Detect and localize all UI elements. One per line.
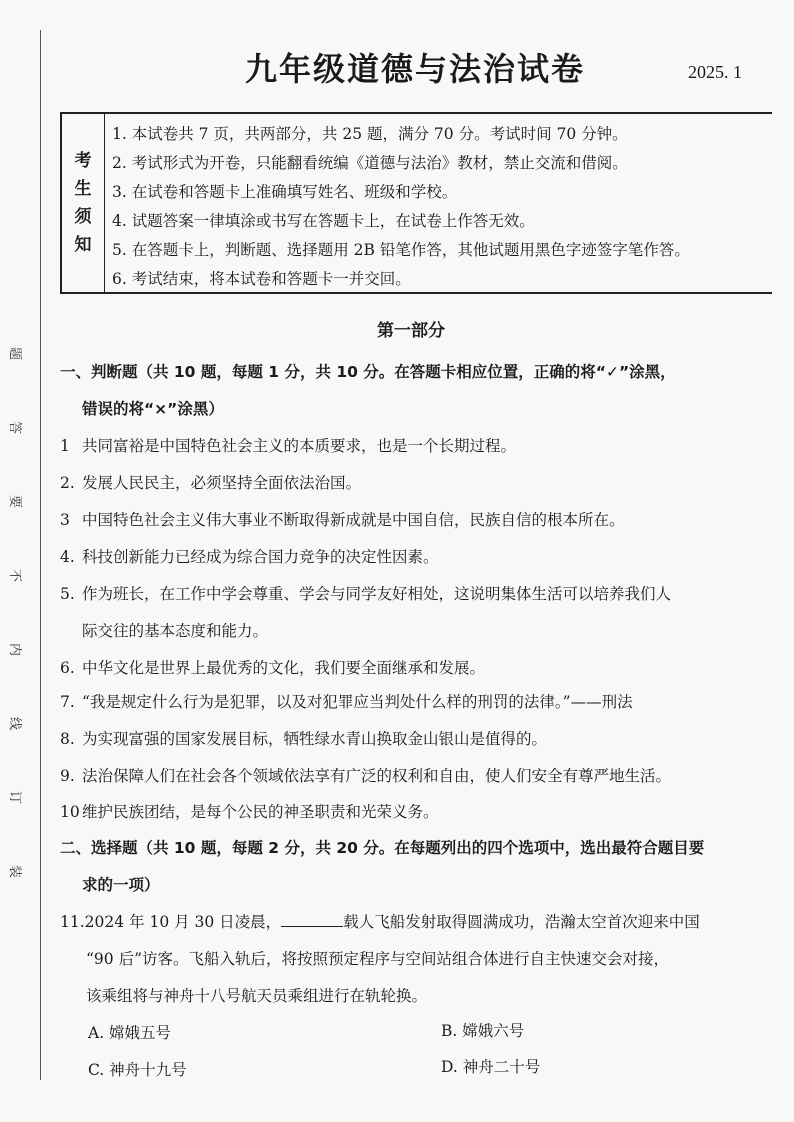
- question-number: 8.: [60, 730, 75, 748]
- question-text: 科技创新能力已经成为综合国力竞争的决定性因素。: [82, 548, 439, 566]
- question-text: 中国特色社会主义伟大事业不断取得新成就是中国自信，民族自信的根本所在。: [82, 511, 625, 529]
- question-text: 发展人民民主，必须坚持全面依法治国。: [82, 474, 362, 492]
- question-text: 维护民族团结，是每个公民的神圣职责和光荣义务。: [82, 803, 439, 821]
- question-text: 作为班长，在工作中学会尊重、学会与同学友好相处，这说明集体生活可以培养我们人: [82, 585, 672, 603]
- question-text: “我是规定什么行为是犯罪，以及对犯罪应当判处什么样的刑罚的法律。”——刑法: [82, 693, 633, 711]
- section-heading: 二、选择题（共 10 题，每题 2 分，共 20 分。在每题列出的四个选项中，选出最符合题目要: [60, 839, 705, 857]
- question-item: [60, 508, 625, 530]
- margin-mark: 不: [7, 568, 23, 583]
- margin-mark: 内: [7, 642, 23, 657]
- question-number: 3: [60, 511, 70, 529]
- question-text-cont: “90 后”访客。飞船入轨后，将按照预定程序与空间站组合体进行自主快速交会对接，: [86, 950, 670, 968]
- notice-item: 1. 本试卷共 7 页，共两部分，共 25 题，满分 70 分。考试时间 70 分钟。: [112, 125, 628, 143]
- section-heading-cont: 求的一项）: [82, 876, 160, 894]
- question-item: [60, 910, 700, 932]
- question-number: 9.: [60, 767, 75, 785]
- notice-heading-char: 考: [74, 151, 92, 171]
- exam-title: 九年级道德与法治试卷: [245, 50, 586, 88]
- question-number: 6.: [60, 659, 75, 677]
- margin-mark: 订: [7, 790, 23, 805]
- question-item: [60, 471, 361, 493]
- notice-item: 6. 考试结束，将本试卷和答题卡一并交回。: [112, 270, 411, 288]
- binding-line: [40, 30, 41, 1080]
- notice-item: 3. 在试卷和答题卡上准确填写姓名、班级和学校。: [112, 183, 458, 201]
- question-item: [60, 434, 516, 456]
- question-text: 载人飞船发射取得圆满成功，浩瀚太空首次迎来中国: [343, 913, 700, 931]
- option-c: C. 神舟十九号: [88, 1061, 187, 1079]
- margin-mark: 要: [7, 494, 23, 509]
- notice-heading-char: 须: [74, 207, 92, 227]
- question-number: 2.: [60, 474, 75, 492]
- margin-mark: 答: [7, 420, 23, 435]
- margin-mark: 线: [7, 716, 23, 731]
- question-number: 1: [60, 437, 70, 455]
- section-heading-cont: 错误的将“×”涂黑）: [82, 400, 224, 418]
- question-number: 10: [60, 803, 80, 821]
- exam-date: 2025. 1: [688, 62, 742, 82]
- question-item: [60, 656, 485, 678]
- question-text: 共同富裕是中国特色社会主义的本质要求，也是一个长期过程。: [82, 437, 517, 455]
- notice-heading-char: 生: [74, 179, 92, 199]
- question-item: [60, 764, 671, 786]
- question-item: [60, 545, 439, 567]
- question-number: 11.: [60, 913, 85, 931]
- answer-blank: [281, 912, 343, 927]
- question-text: 为实现富强的国家发展目标，牺牲绿水青山换取金山银山是值得的。: [82, 730, 548, 748]
- question-item: [60, 800, 439, 822]
- notice-item: 5. 在答题卡上，判断题、选择题用 2B 铅笔作答，其他试题用黑色字迹签字笔作答。: [112, 241, 690, 259]
- part-title: 第一部分: [377, 321, 445, 341]
- margin-mark: 装: [7, 864, 23, 879]
- question-text-cont: 际交往的基本态度和能力。: [82, 622, 269, 640]
- question-item: [60, 582, 671, 604]
- question-number: 5.: [60, 585, 75, 603]
- notice-heading-char: 知: [74, 235, 92, 255]
- notice-item: 2. 考试形式为开卷，只能翻看统编《道德与法治》教材，禁止交流和借阅。: [112, 154, 628, 172]
- option-a: A. 嫦娥五号: [88, 1024, 172, 1042]
- section-heading: 一、判断题（共 10 题，每题 1 分，共 10 分。在答题卡相应位置，正确的将“✓”涂黑，: [60, 363, 676, 381]
- option-b: B. 嫦娥六号: [441, 1022, 525, 1040]
- question-text-cont: 该乘组将与神舟十八号航天员乘组进行在轨轮换。: [86, 987, 428, 1005]
- question-number: 7.: [60, 693, 75, 711]
- question-text: 中华文化是世界上最优秀的文化，我们要全面继承和发展。: [82, 659, 486, 677]
- margin-mark: 题: [7, 346, 23, 361]
- notice-item: 4. 试题答案一律填涂或书写在答题卡上，在试卷上作答无效。: [112, 212, 535, 230]
- question-item: [60, 727, 547, 749]
- notice-heading: [62, 114, 105, 292]
- notice-box: [60, 112, 772, 294]
- question-text: 2024 年 10 月 30 日凌晨，: [84, 913, 282, 931]
- option-d: D. 神舟二十号: [441, 1058, 541, 1076]
- question-text: 法治保障人们在社会各个领域依法享有广泛的权利和自由，使人们安全有尊严地生活。: [82, 767, 672, 785]
- question-item: [60, 690, 633, 712]
- question-number: 4.: [60, 548, 75, 566]
